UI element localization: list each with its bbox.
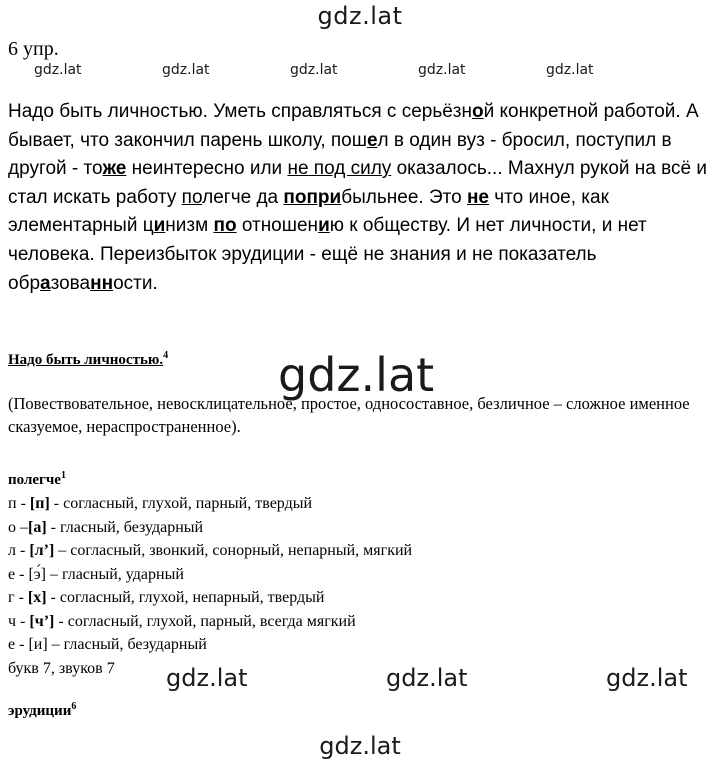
text-run: отношен <box>236 215 319 237</box>
watermark-medium: gdz.lat <box>166 664 248 692</box>
sentence-title-dot: . <box>159 352 164 368</box>
text-run: низм <box>165 215 214 237</box>
watermark-medium: gdz.lat <box>606 664 688 692</box>
letter: ч - <box>8 612 30 630</box>
marked-letters: нн <box>90 272 114 294</box>
watermark-small: gdz.lat <box>290 62 338 78</box>
phonetic-row <box>8 610 412 634</box>
sentence-title-text: Надо быть личностью <box>8 352 160 368</box>
underlined-phrase: не под силу <box>287 158 392 180</box>
phonetic-analysis <box>8 492 412 680</box>
letter: л - <box>8 542 30 559</box>
exercise-title: 6 упр. <box>8 38 59 60</box>
phonetic-row <box>8 516 412 540</box>
marked-particle: не <box>466 186 489 208</box>
phonetic-row <box>8 563 412 587</box>
text-run: быльнее. Это <box>341 186 467 208</box>
text-run: ю к обществу. И нет личности, и нет человека. Переизбыток эрудиции - ещё не знания и не показатель обр <box>8 215 647 294</box>
phonetic-row <box>8 586 412 610</box>
watermark-bottom: gdz.lat <box>319 732 401 760</box>
text-run: что иное, как элементарный ц <box>8 186 609 237</box>
sound: [ч’] <box>29 612 55 630</box>
text-run: й конкретной работой. А бывает, что закончил парень школу, пош <box>8 101 699 151</box>
sound-description: - согласный, глухой, парный, всегда мягкий <box>54 612 356 630</box>
text-run: л в один вуз - бросил, поступил в другой - то <box>8 129 672 180</box>
word-title-text: полегче <box>8 472 61 488</box>
sound-description: – согласный, звонкий, сонорный, непарный, мягкий <box>54 542 413 559</box>
marked-letter: и <box>318 215 330 237</box>
letter: е - <box>8 636 29 653</box>
sound-description: - гласный, безударный <box>46 518 204 536</box>
sound: [л’] <box>29 542 55 559</box>
underlined-prefix: по <box>181 186 203 208</box>
watermark-small: gdz.lat <box>34 62 82 78</box>
letter-sound-count: букв 7, звуков 7 <box>8 659 115 677</box>
marked-prefix: попри <box>283 186 342 208</box>
phonetic-row <box>8 633 412 657</box>
watermark-medium: gdz.lat <box>386 664 468 692</box>
word-title: полегче$^1$ <box>8 470 66 488</box>
phonetic-row <box>8 539 412 563</box>
phonetic-row <box>8 492 412 516</box>
sound: [э́] <box>28 565 46 583</box>
letter: о – <box>8 518 28 536</box>
watermark-small: gdz.lat <box>546 62 594 78</box>
marked-letter: е <box>366 129 378 151</box>
watermark-top: gdz.lat <box>317 2 403 30</box>
marked-letter: а <box>40 272 51 294</box>
sound: [х] <box>27 589 47 606</box>
sentence-analysis: (Повествовательное, невосклицательное, простое, односоставное, безличное – сложное именное сказуемое, нераспространенное). <box>8 394 690 436</box>
letter: г - <box>8 589 28 606</box>
word-title-text: эрудиции <box>8 703 72 719</box>
marked-letter: о <box>472 101 484 122</box>
text-run: легче да <box>202 186 284 208</box>
sound: [и] <box>28 636 48 653</box>
sound-description: – гласный, ударный <box>45 565 184 583</box>
marked-letter: же <box>102 158 127 180</box>
watermark-large: gdz.lat <box>278 348 435 402</box>
marked-letter: и <box>153 215 166 237</box>
sound-description: – гласный, безударный <box>47 636 207 653</box>
text-run: Надо быть личностью. Уметь справляться с серьёзн <box>8 101 473 122</box>
text-run: зова <box>50 272 91 294</box>
watermark-small: gdz.lat <box>418 62 466 78</box>
letter: е - <box>8 565 29 583</box>
text-run: ости. <box>113 272 158 294</box>
exercise-text <box>8 98 714 298</box>
text-run: оказалось... Махнул рукой на всё и стал искать работу <box>8 158 707 208</box>
word-title: эрудиции$^6$ <box>8 701 77 719</box>
letter: п - <box>8 495 30 512</box>
sentence-title: Надо быть личностью.$^4$ <box>8 350 169 368</box>
text-run: неинтересно или <box>126 158 288 180</box>
watermark-small: gdz.lat <box>162 62 210 78</box>
sound-description: - согласный, глухой, парный, твердый <box>49 495 313 512</box>
marked-preposition: по <box>213 215 237 237</box>
sound-description: - согласный, глухой, непарный, твердый <box>46 589 325 606</box>
sound: [а] <box>28 518 47 536</box>
sound: [п] <box>29 495 50 512</box>
